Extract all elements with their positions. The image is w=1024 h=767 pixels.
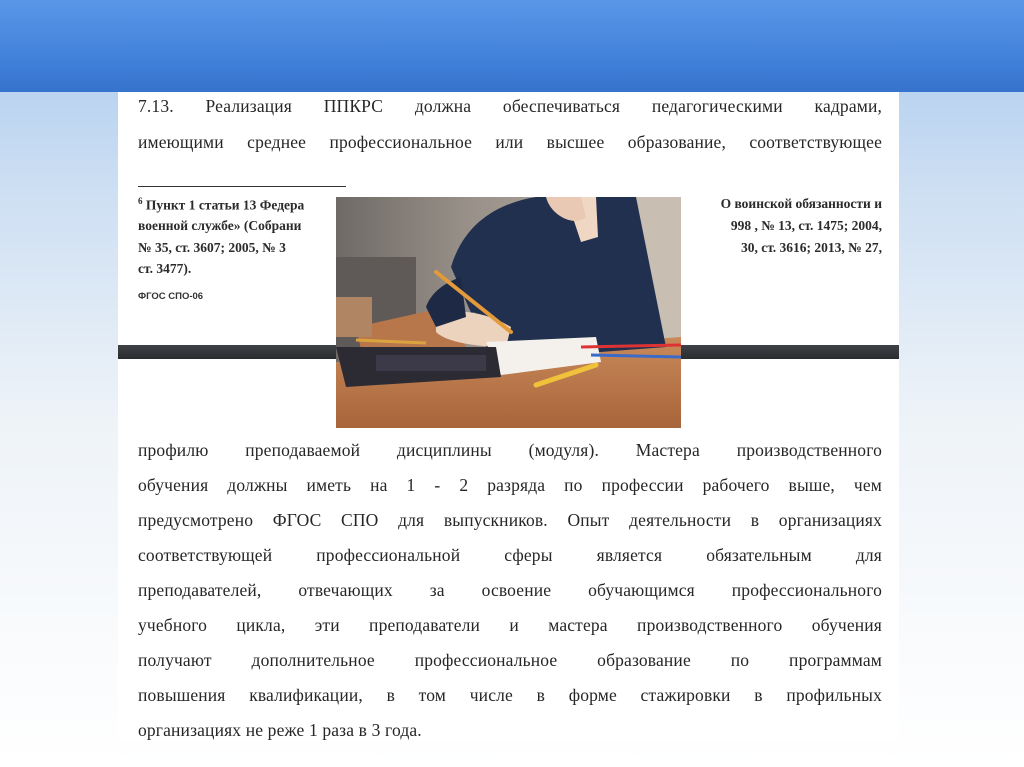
document-line: преподавателей, отвечающих за освоение обучающимся профессионального xyxy=(138,580,882,600)
document-line: 7.13. Реализация ППКРС должна обеспечиваться педагогическими кадрами, xyxy=(138,96,882,116)
document-line: повышения квалификации, в том числе в форме стажировки в профильных xyxy=(138,685,882,705)
document-line: обучения должны иметь на 1 - 2 разряда по профессии рабочего выше, чем xyxy=(138,475,882,495)
student-writing-photo xyxy=(336,197,681,428)
footnote-line: ст. 3477). xyxy=(138,261,192,276)
document-line: организациях не реже 1 раза в 3 года. xyxy=(138,720,422,740)
document-line: получают дополнительное профессиональное образование по программам xyxy=(138,650,882,670)
footnote-rule xyxy=(138,186,346,187)
page-code: ФГОС СПО-06 xyxy=(138,291,204,302)
footnote-line: О воинской обязанности и xyxy=(720,196,882,211)
footnote-line: 998 , № 13, ст. 1475; 2004, xyxy=(730,218,882,233)
footnote-line: 30, ст. 3616; 2013, № 27, xyxy=(740,240,882,255)
footnote-line: военной службе» (Собрани xyxy=(138,218,302,233)
footnote-line: $^6$ Пункт 1 статьи 13 Федера xyxy=(138,196,305,213)
document-line: учебного цикла, эти преподаватели и мастера производственного обучения xyxy=(138,615,882,635)
document-line: соответствующей профессиональной сферы является обязательным для xyxy=(138,545,882,565)
footnote-line: № 35, ст. 3607; 2005, № 3 xyxy=(138,240,286,255)
header-banner xyxy=(0,0,1024,92)
footnote-marker: 6 xyxy=(138,196,143,206)
document-line: предусмотрено ФГОС СПО для выпускников. Опыт деятельности в организациях xyxy=(138,510,882,530)
document-line: профилю преподаваемой дисциплины (модуля). Мастера производственного xyxy=(138,440,882,460)
document-line: имеющими среднее профессиональное или высшее образование, соответствующее xyxy=(138,132,882,152)
